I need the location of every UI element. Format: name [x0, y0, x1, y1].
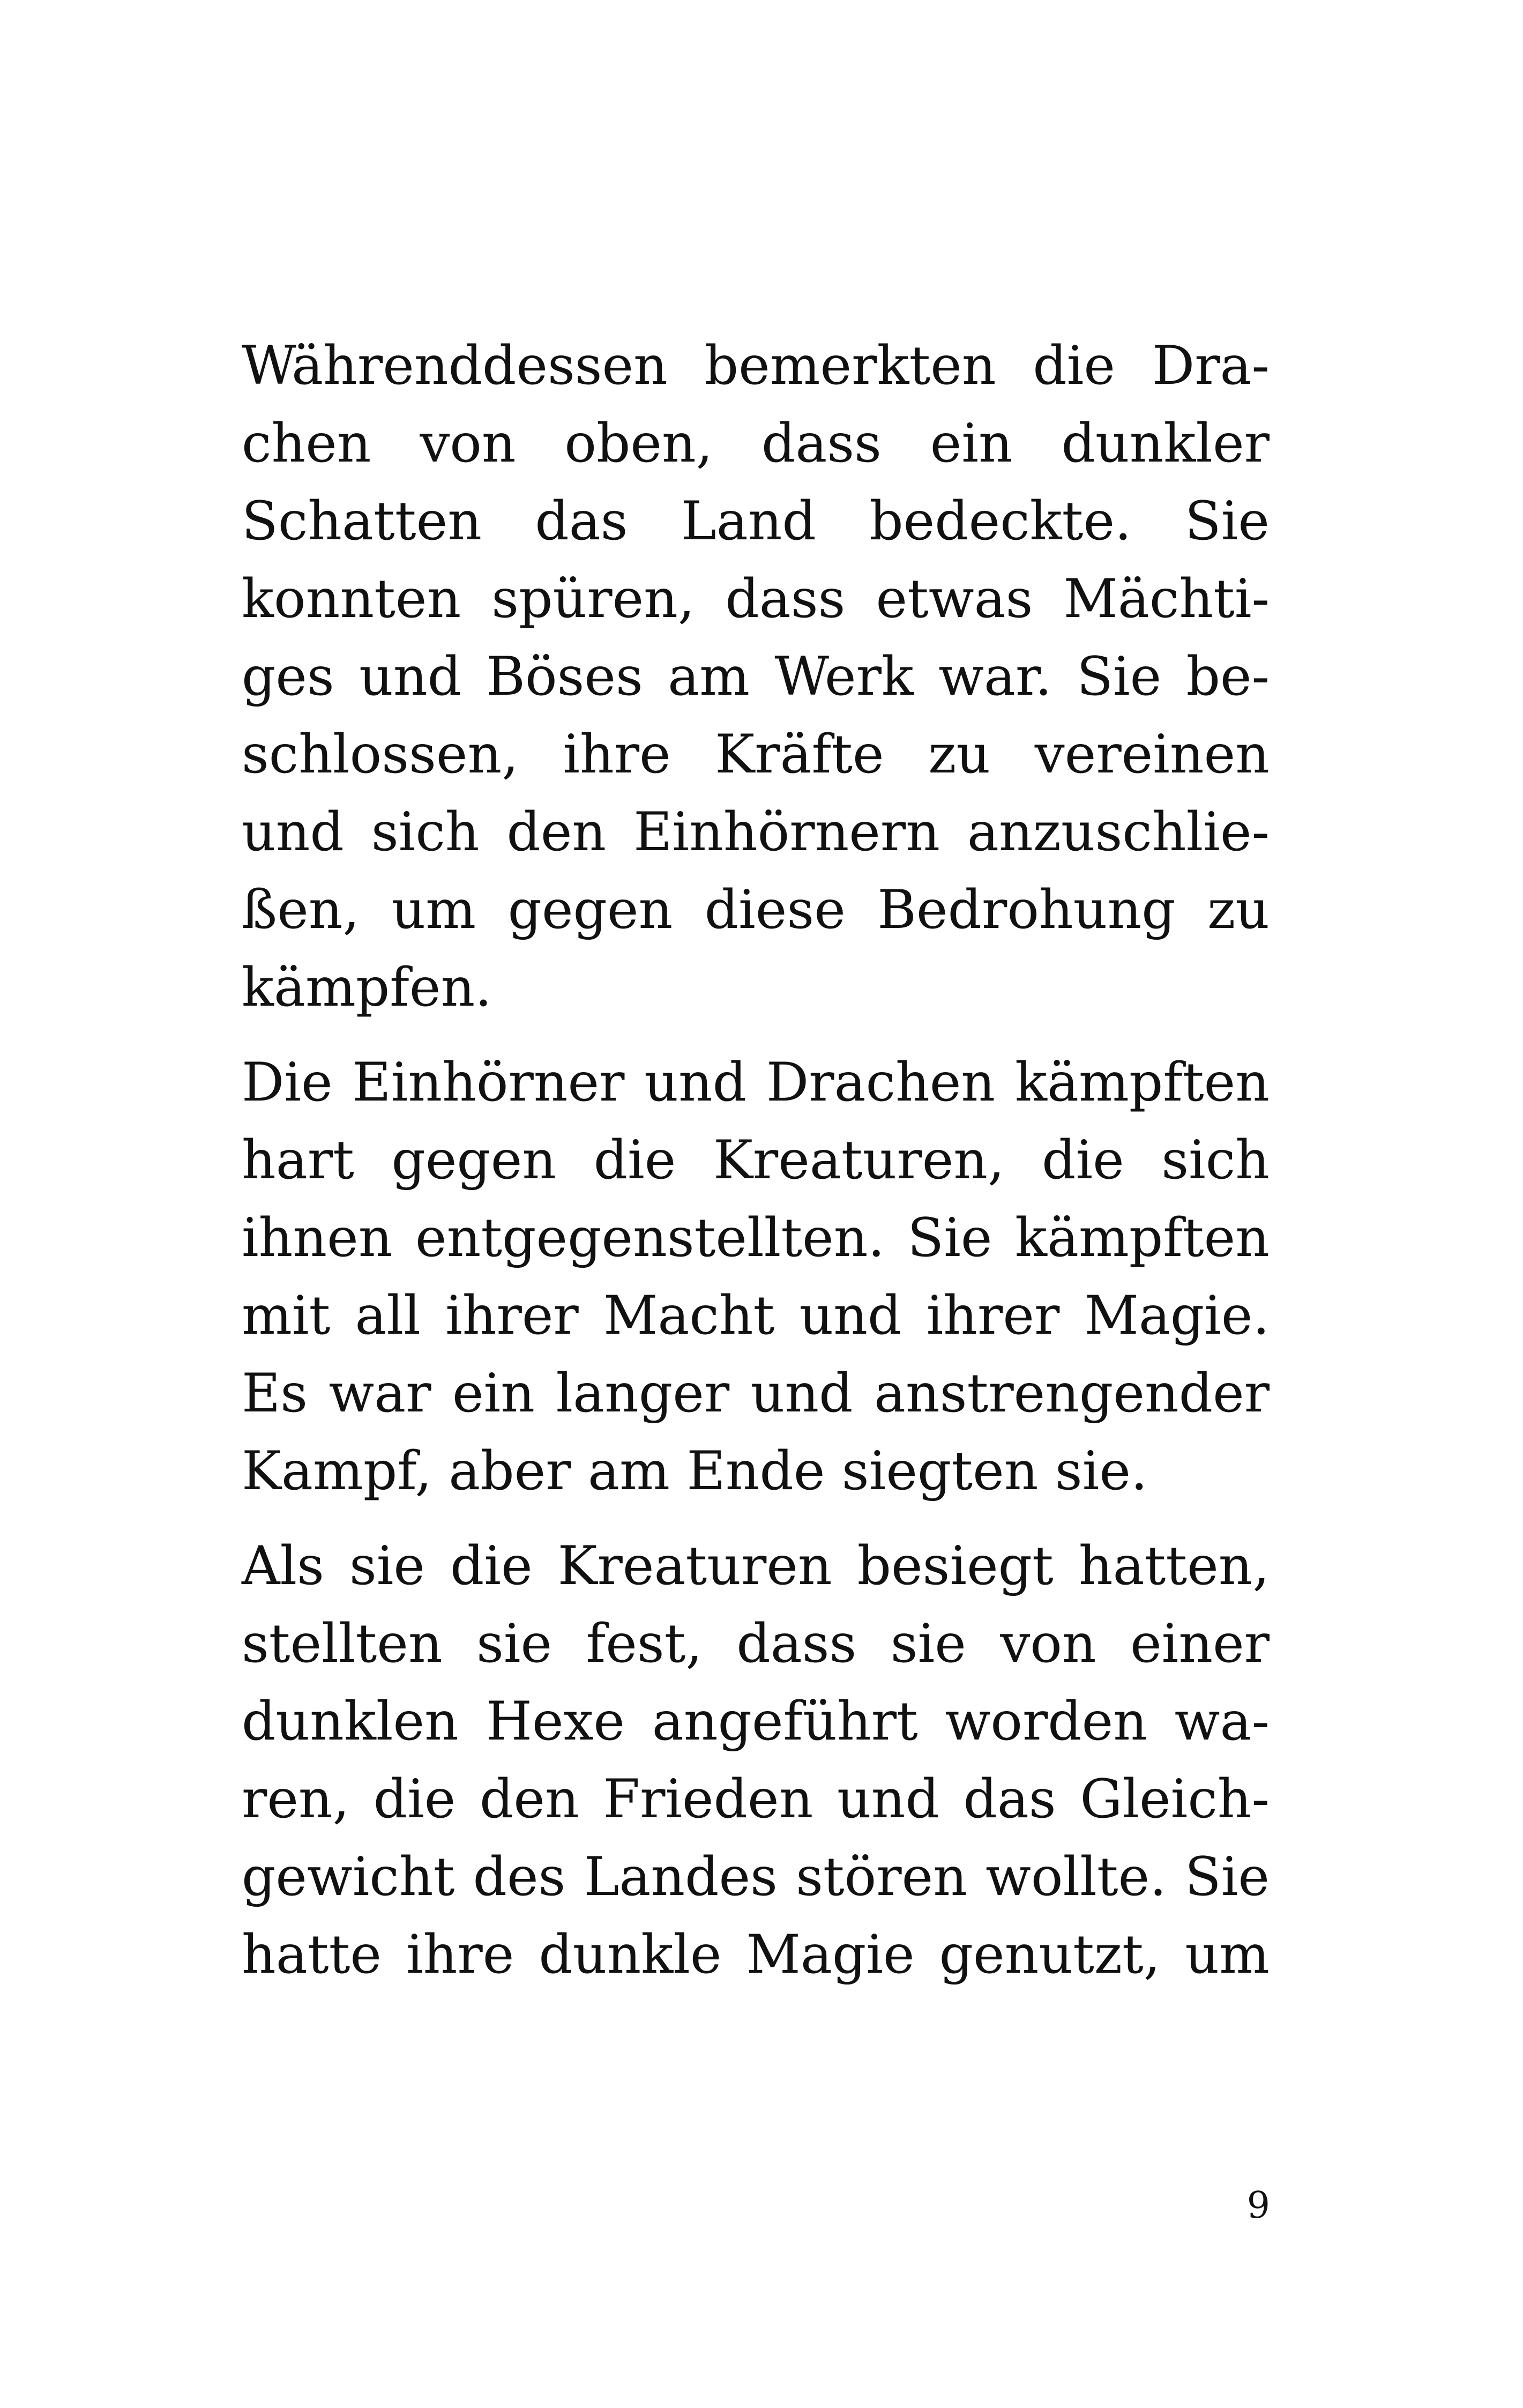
text-line: schlossen, ihre Kräfte zu vereinen	[242, 724, 1270, 785]
text-line: dunklen Hexe angeführt worden wa-	[242, 1691, 1270, 1752]
text-line: ren, die den Frieden und das Gleich-	[242, 1768, 1270, 1830]
text-line: ihnen entgegenstellten. Sie kämpften	[242, 1207, 1270, 1269]
text-line: gewicht des Landes stören wollte. Sie	[242, 1846, 1270, 1908]
paragraph-2	[242, 1044, 1270, 1510]
text-line: stellten sie fest, dass sie von einer	[242, 1613, 1270, 1675]
text-line: Kampf, aber am Ende siegten sie.	[242, 1440, 1148, 1502]
paragraph-1	[242, 327, 1270, 1027]
text-line: Währenddessen bemerkten die Dra-	[242, 335, 1270, 397]
text-line: Es war ein langer und anstrengender	[242, 1363, 1270, 1424]
text-line: ßen, um gegen diese Bedrohung zu	[242, 879, 1270, 941]
paragraph-3	[242, 1527, 1270, 1994]
text-line: hatte ihre dunkle Magie genutzt, um	[242, 1924, 1270, 1986]
body-text	[242, 327, 1270, 2011]
text-line: Die Einhörner und Drachen kämpften	[242, 1052, 1270, 1113]
text-line: Schatten das Land bedeckte. Sie	[242, 490, 1270, 552]
text-line: mit all ihrer Macht und ihrer Magie.	[242, 1285, 1270, 1347]
text-line: kämpfen.	[242, 957, 492, 1019]
text-line: konnten spüren, dass etwas Mächti-	[242, 568, 1270, 630]
text-line: Als sie die Kreaturen besiegt hatten,	[242, 1535, 1270, 1597]
text-line: chen von oben, dass ein dunkler	[242, 413, 1270, 474]
text-line: und sich den Einhörnern anzuschlie-	[242, 801, 1270, 863]
text-line: ges und Böses am Werk war. Sie be-	[242, 646, 1270, 708]
text-line: hart gegen die Kreaturen, die sich	[242, 1129, 1270, 1191]
page-number: 9	[1246, 2184, 1270, 2227]
